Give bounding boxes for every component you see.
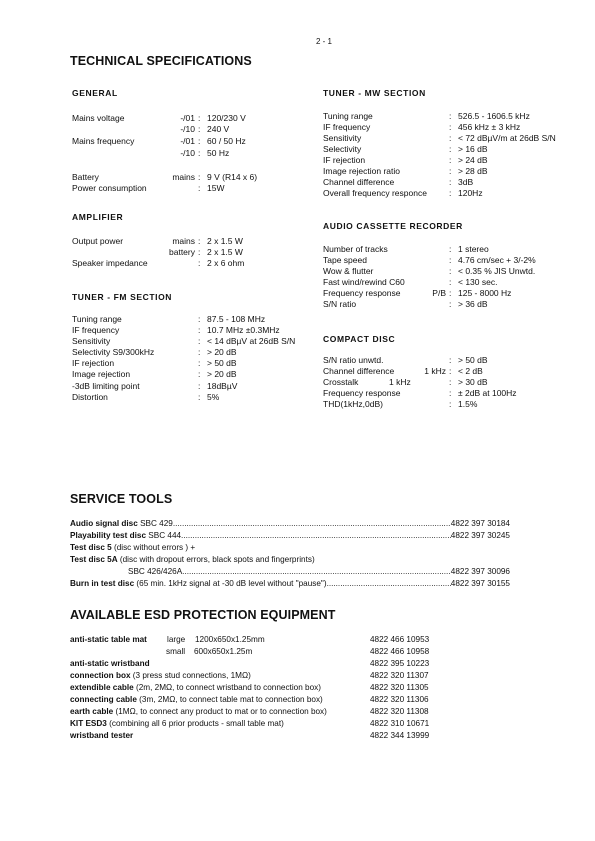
service-tool-desc: (disc with dropout errors, black spots and fingerprints) [117,555,315,564]
part-number: 4822 320 11306 [370,695,429,704]
spec-value: 120/230 V [207,113,246,123]
spec-row [0,177,595,188]
part-number: 4822 310 10671 [370,719,430,728]
spec-row [0,155,595,166]
part-number: 4822 320 11307 [370,671,429,680]
esd-row [0,658,595,669]
spec-colon: : [198,392,201,402]
spec-colon: : [198,358,201,368]
spec-value: ± 2dB at 100Hz [458,388,517,398]
spec-label: THD(1kHz,0dB) [323,399,383,409]
spec-variant: battery [169,247,195,257]
spec-colon: : [198,336,201,346]
spec-value: 1.5% [458,399,478,409]
esd-item-desc: (3m, 2MΩ, to connect table mat to connection box) [136,695,323,704]
service-tool-label [70,542,195,553]
spec-value: < 72 dBµV/m at 26dB S/N [458,133,556,143]
spec-label: IF frequency [72,325,120,335]
spec-value: 10.7 MHz ±0.3MHz [207,325,280,335]
spec-value: 2 x 1.5 W [207,247,243,257]
spec-label: IF rejection [323,155,366,165]
spec-label: Crosstalk [323,377,359,387]
spec-row [0,377,595,388]
spec-label: Channel difference [323,366,395,376]
spec-colon: : [449,366,452,376]
tuner-fm-heading: TUNER - FM SECTION [72,292,173,302]
spec-colon: : [198,136,201,146]
spec-row [0,166,595,177]
esd-item [70,730,133,741]
spec-row [0,133,595,144]
service-tool-row [70,542,510,553]
spec-colon: : [449,177,452,187]
spec-colon: : [449,188,452,198]
spec-colon: : [198,325,201,335]
spec-row [0,255,595,266]
general-heading: GENERAL [72,88,118,98]
spec-colon: : [449,388,452,398]
esd-size: large [167,635,186,644]
esd-item-name: connection box [70,671,131,680]
spec-label: Tape speed [323,255,367,265]
spec-label: Image rejection [72,369,131,379]
spec-colon: : [449,155,452,165]
esd-item [70,682,321,693]
spec-colon: : [449,266,452,276]
part-number: 4822 320 11305 [370,683,429,692]
spec-row [0,336,595,347]
spec-row [0,288,595,299]
part-number: 4822 397 30155 [450,579,510,588]
esd-row [0,682,595,693]
spec-value: > 28 dB [458,166,488,176]
spec-value: 120Hz [458,188,483,198]
spec-colon: : [449,299,452,309]
spec-value: 50 Hz [207,148,230,158]
esd-row [0,730,595,741]
spec-colon: : [449,144,452,154]
spec-value: 3dB [458,177,474,187]
esd-item [70,718,284,729]
service-tool-name: Audio signal disc [70,519,138,528]
spec-label: Sensitivity [72,336,111,346]
esd-item-desc: (combining all 6 prior products - small table mat) [106,719,284,728]
spec-row [0,325,595,336]
service-tool-desc: SBC 444 [146,531,182,540]
leader-dots [173,518,451,529]
service-tool-name: Burn in test disc [70,579,135,588]
spec-colon: : [449,255,452,265]
spec-label: Number of tracks [323,244,388,254]
spec-label: Mains frequency [72,136,135,146]
spec-label: IF frequency [323,122,371,132]
spec-value: 9 V (R14 x 6) [207,172,258,182]
spec-label: Fast wind/rewind C60 [323,277,405,287]
spec-variant: mains [172,236,195,246]
spec-label: S/N ratio [323,299,357,309]
spec-label: Channel difference [323,177,395,187]
spec-label: Image rejection ratio [323,166,401,176]
spec-colon: : [198,124,201,134]
part-number: 4822 466 10958 [370,647,430,656]
spec-value: < 14 dBµV at 26dB S/N [207,336,296,346]
spec-value: 4.76 cm/sec + 3/-2% [458,255,536,265]
spec-colon: : [449,122,452,132]
service-tool-label [70,554,315,565]
esd-row [0,634,595,645]
spec-colon: : [198,369,201,379]
part-number: 4822 397 30096 [450,567,510,576]
spec-label: Speaker impedance [72,258,148,268]
spec-colon: : [198,258,201,268]
spec-label: Mains voltage [72,113,125,123]
spec-value: < 2 dB [458,366,483,376]
spec-label: Selectivity S9/300kHz [72,347,155,357]
spec-variant: -/01 [180,113,195,123]
spec-value: > 50 dB [458,355,488,365]
spec-row [0,122,595,133]
spec-value: 125 - 8000 Hz [458,288,512,298]
spec-value: < 0.35 % JIS Unwtd. [458,266,536,276]
spec-value: 18dBµV [207,381,238,391]
part-number: 4822 320 11308 [370,707,429,716]
esd-item-name: KIT ESD3 [70,719,107,728]
spec-colon: : [198,148,201,158]
service-tool-name: Test disc 5A [70,555,118,564]
spec-colon: : [198,236,201,246]
spec-value: > 16 dB [458,144,488,154]
spec-value: 456 kHz ± 3 kHz [458,122,521,132]
spec-colon: : [449,111,452,121]
spec-row [0,388,595,399]
spec-row [0,314,595,325]
spec-variant: -/01 [180,136,195,146]
leader-dots [182,566,451,577]
spec-row [0,366,595,377]
service-tool-desc: SBC 429 [137,519,173,528]
spec-colon: : [198,381,201,391]
service-tool-label [70,530,181,541]
spec-row [0,244,595,255]
spec-label: Frequency response [323,388,401,398]
spec-colon: : [198,247,201,257]
spec-value: 240 V [207,124,230,134]
service-tool-row [70,566,510,577]
spec-colon: : [198,113,201,123]
cassette-heading: AUDIO CASSETTE RECORDER [323,221,463,231]
spec-row [0,299,595,310]
esd-item-desc: (1MΩ, to connect any product to mat or to connection box) [113,707,327,716]
esd-item [70,634,147,645]
spec-label: Overall frequency responce [323,188,427,198]
spec-label: Selectivity [323,144,362,154]
spec-label: Battery [72,172,99,182]
spec-value: 2 x 6 ohm [207,258,245,268]
amplifier-heading: AMPLIFIER [72,212,124,222]
page-number: 2 - 1 [316,37,333,46]
leader-dots [327,578,451,589]
spec-colon: : [449,399,452,409]
spec-value: > 50 dB [207,358,237,368]
spec-colon: : [449,355,452,365]
spec-variant: mains [172,172,195,182]
part-number: 4822 466 10953 [370,635,430,644]
service-tool-name: Test disc 5 [70,543,112,552]
esd-row [0,718,595,729]
esd-item-name: extendible cable [70,683,134,692]
esd-row [0,646,595,657]
spec-colon: : [198,183,201,193]
spec-value: > 30 dB [458,377,488,387]
esd-item-desc: (2m, 2MΩ, to connect wristband to connection box) [133,683,321,692]
spec-colon: : [449,133,452,143]
spec-colon: : [449,288,452,298]
esd-item-name: anti-static table mat [70,635,147,644]
spec-label: Output power [72,236,124,246]
service-tool-row [70,578,510,589]
esd-item-name: anti-static wristband [70,659,150,668]
spec-label: Power consumption [72,183,147,193]
spec-variant: 1 kHz [424,366,446,376]
spec-row [0,355,595,366]
esd-dimensions: 600x650x1.25m [194,647,253,656]
spec-label: Tuning range [323,111,373,121]
esd-title: AVAILABLE ESD PROTECTION EQUIPMENT [70,608,336,622]
leader-dots [181,530,451,541]
esd-row [0,670,595,681]
esd-item-name: wristband tester [70,731,134,740]
service-tools-title: SERVICE TOOLS [70,492,173,506]
esd-size: small [166,647,186,656]
spec-row [0,399,595,410]
spec-row [0,266,595,277]
spec-label: IF rejection [72,358,115,368]
spec-value: < 130 sec. [458,277,498,287]
esd-item [70,658,150,669]
spec-value: 1 stereo [458,244,489,254]
spec-condition: 1 kHz [389,377,411,387]
spec-label: S/N ratio unwtd. [323,355,384,365]
spec-label: Sensitivity [323,133,362,143]
tuner-mw-heading: TUNER - MW SECTION [323,88,426,98]
spec-variant: -/10 [180,148,195,158]
spec-label: Wow & flutter [323,266,374,276]
spec-colon: : [449,277,452,287]
spec-value: 15W [207,183,225,193]
service-tool-label [70,518,173,529]
spec-row [0,111,595,122]
service-tool-desc: SBC 426/426A [128,567,183,576]
esd-row [0,706,595,717]
spec-colon: : [449,244,452,254]
spec-value: > 24 dB [458,155,488,165]
esd-row [0,694,595,705]
service-tool-row [70,530,510,541]
spec-variant: P/B [432,288,446,298]
spec-value: > 20 dB [207,369,237,379]
spec-value: 2 x 1.5 W [207,236,243,246]
service-tool-row [70,554,510,565]
spec-colon: : [198,172,201,182]
service-tool-label [70,578,327,589]
spec-colon: : [449,166,452,176]
spec-value: 87.5 - 108 MHz [207,314,266,324]
esd-item [70,706,327,717]
spec-row [0,144,595,155]
cd-heading: COMPACT DISC [323,334,396,344]
spec-label: Frequency response [323,288,401,298]
spec-row [0,188,595,199]
service-tool-name: Playability test disc [70,531,146,540]
spec-label: -3dB limiting point [72,381,140,391]
spec-colon: : [198,314,201,324]
spec-label: Distortion [72,392,108,402]
spec-value: > 36 dB [458,299,488,309]
service-tool-label [70,566,182,577]
service-tool-row [70,518,510,529]
esd-item [70,670,251,681]
part-number: 4822 397 30184 [450,519,510,528]
spec-row [0,277,595,288]
spec-colon: : [198,347,201,357]
spec-value: 60 / 50 Hz [207,136,246,146]
spec-variant: -/10 [180,124,195,134]
esd-item-name: connecting cable [70,695,137,704]
service-tool-desc: (65 min. 1kHz signal at -30 dB level without "pause") [134,579,327,588]
esd-dimensions: 1200x650x1.25mm [195,635,265,644]
part-number: 4822 395 10223 [370,659,430,668]
esd-item [70,694,323,705]
esd-item-name: earth cable [70,707,114,716]
spec-colon: : [449,377,452,387]
page-title: TECHNICAL SPECIFICATIONS [70,54,252,68]
esd-item-desc: (3 press stud connections, 1MΩ) [130,671,251,680]
spec-value: 5% [207,392,220,402]
part-number: 4822 397 30245 [450,531,510,540]
service-tool-desc: (disc without errors ) + [111,543,196,552]
part-number: 4822 344 13999 [370,731,430,740]
spec-label: Tuning range [72,314,122,324]
spec-value: 526.5 - 1606.5 kHz [458,111,530,121]
spec-value: > 20 dB [207,347,237,357]
